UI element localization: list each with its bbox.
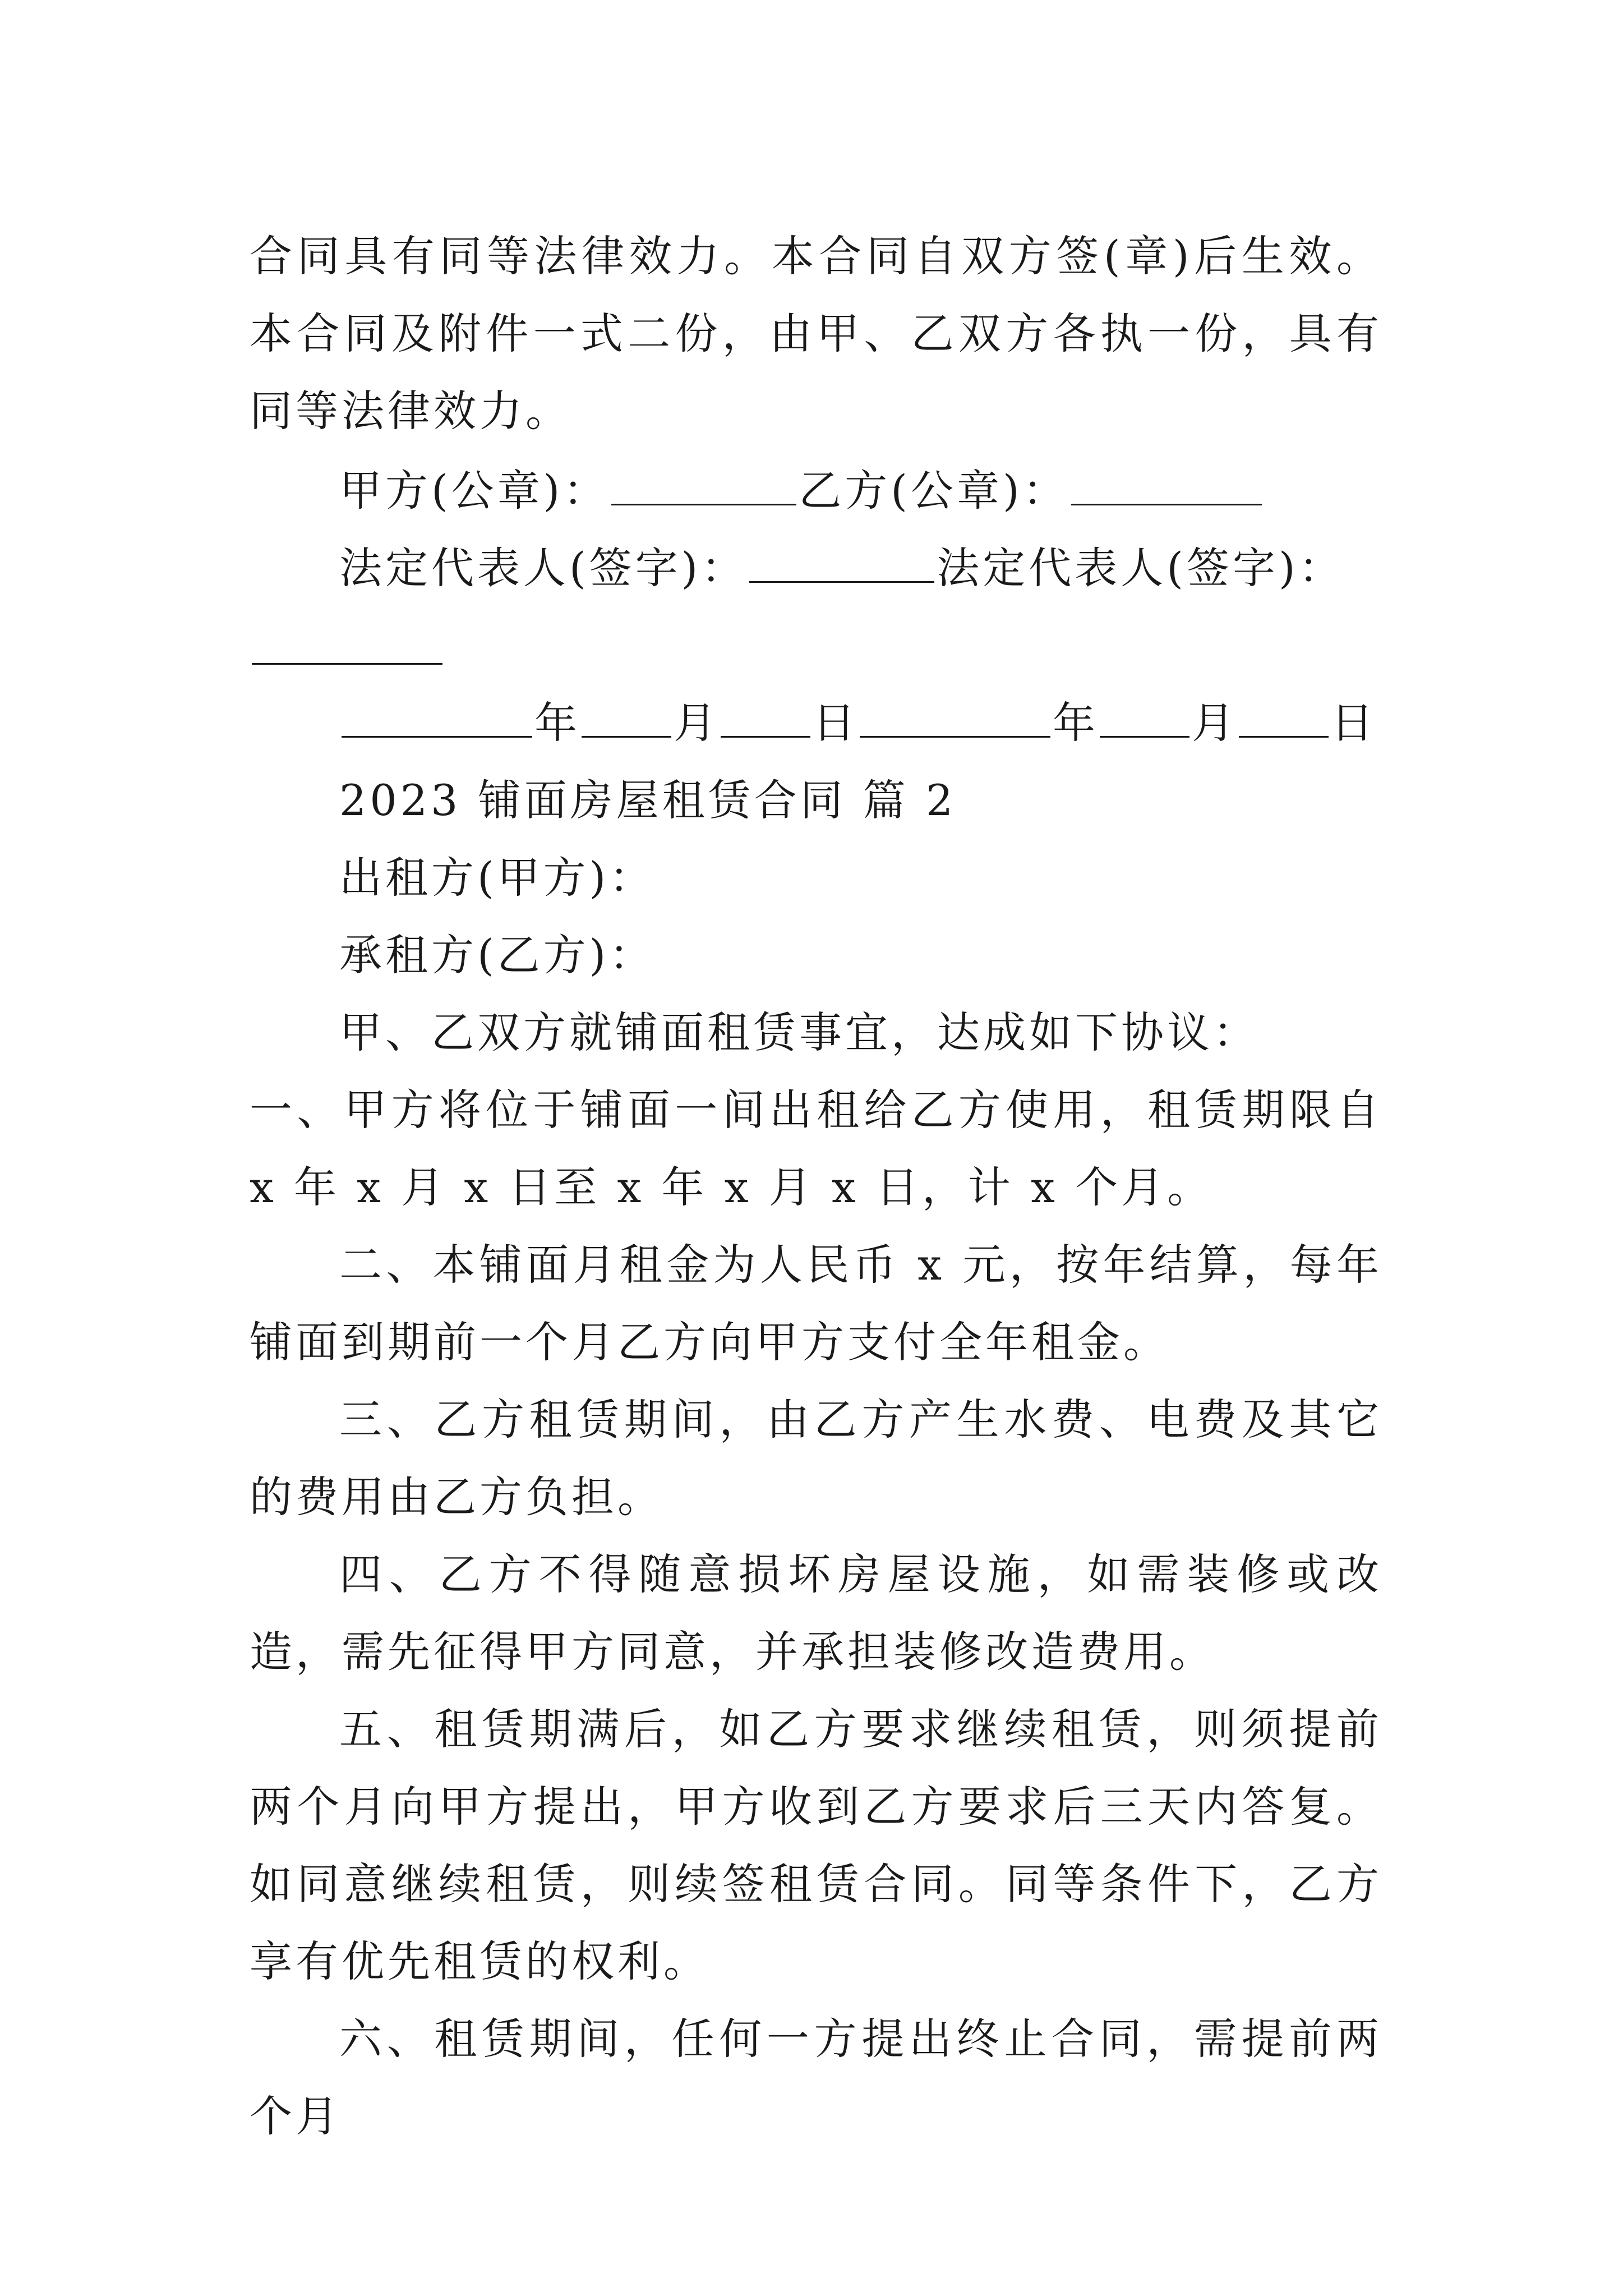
party-b-seal-label: 乙方(公章)： [799, 466, 1069, 516]
party-a-seal-label: 甲方(公章)： [339, 466, 610, 516]
party-a-rep-label: 法定代表人(签字)： [339, 543, 748, 593]
date-a-month-label: 月 [674, 698, 718, 748]
clause-2 [250, 1226, 1382, 1381]
lessee-line: 承租方(乙方)： [339, 930, 656, 980]
seal-signature-row [250, 452, 1382, 530]
date-b-day-label: 日 [1331, 698, 1376, 748]
clause-4 [250, 1536, 1382, 1691]
party-a-seal-blank[interactable] [611, 470, 796, 505]
party-b-seal-blank[interactable] [1071, 470, 1262, 505]
date-a-year-label: 年 [534, 698, 579, 748]
clause-5-text: 五、租赁期满后，如乙方要求继续租赁，则须提前两个月向甲方提出，甲方收到乙方要求后三天内答复。如同意继续租赁，则续签租赁合同。同等条件下，乙方享有优先租赁的权利。 [250, 1704, 1382, 1986]
party-b-rep-blank[interactable] [252, 629, 442, 665]
date-row [250, 684, 1382, 762]
date-a-day-blank[interactable] [721, 702, 810, 738]
clause-6 [250, 2000, 1382, 2155]
clause-6-text: 六、租赁期间，任何一方提出终止合同，需提前两个月 [250, 2014, 1382, 2141]
date-b-month-label: 月 [1192, 698, 1237, 748]
document-body [250, 218, 1382, 2155]
clause-2-text: 二、本铺面月租金为人民币 x 元，按年结算，每年铺面到期前一个月乙方向甲方支付全年租金。 [250, 1240, 1382, 1367]
clause-1-text: 一、甲方将位于铺面一间出租给乙方使用，租赁期限自 x 年 x 月 x 日至 x 年 x 月 x 日，计 x 个月。 [250, 1085, 1382, 1212]
clause-3 [250, 1381, 1382, 1536]
clause-3-text: 三、乙方租赁期间，由乙方产生水费、电费及其它的费用由乙方负担。 [250, 1395, 1382, 1522]
agreement-line: 甲、乙双方就铺面租赁事宜，达成如下协议： [339, 1007, 1259, 1057]
date-a-year-blank[interactable] [342, 702, 532, 738]
date-b-day-blank[interactable] [1239, 702, 1329, 738]
date-b-year-blank[interactable] [860, 702, 1050, 738]
date-b-month-blank[interactable] [1100, 702, 1189, 738]
party-b-rep-blank-row [250, 607, 1382, 684]
paragraph-intro: 合同具有同等法律效力。本合同自双方签(章)后生效。本合同及附件一式二份，由甲、乙双方各执一份，具有同等法律效力。 [250, 231, 1382, 436]
date-a-day-label: 日 [813, 698, 857, 748]
date-a-month-blank[interactable] [582, 702, 671, 738]
clause-5 [250, 1691, 1382, 2000]
party-a-rep-blank[interactable] [749, 547, 934, 583]
date-b-year-label: 年 [1053, 698, 1098, 748]
clause-1 [250, 1071, 1382, 1226]
section-heading: 2023 铺面房屋租赁合同 篇 2 [339, 775, 957, 825]
party-b-rep-label: 法定代表人(签字)： [937, 543, 1345, 593]
representative-signature-row [250, 530, 1382, 607]
clause-4-text: 四、乙方不得随意损坏房屋设施，如需装修或改造，需先征得甲方同意，并承担装修改造费用。 [250, 1549, 1382, 1677]
lessor-line: 出租方(甲方)： [339, 853, 656, 903]
